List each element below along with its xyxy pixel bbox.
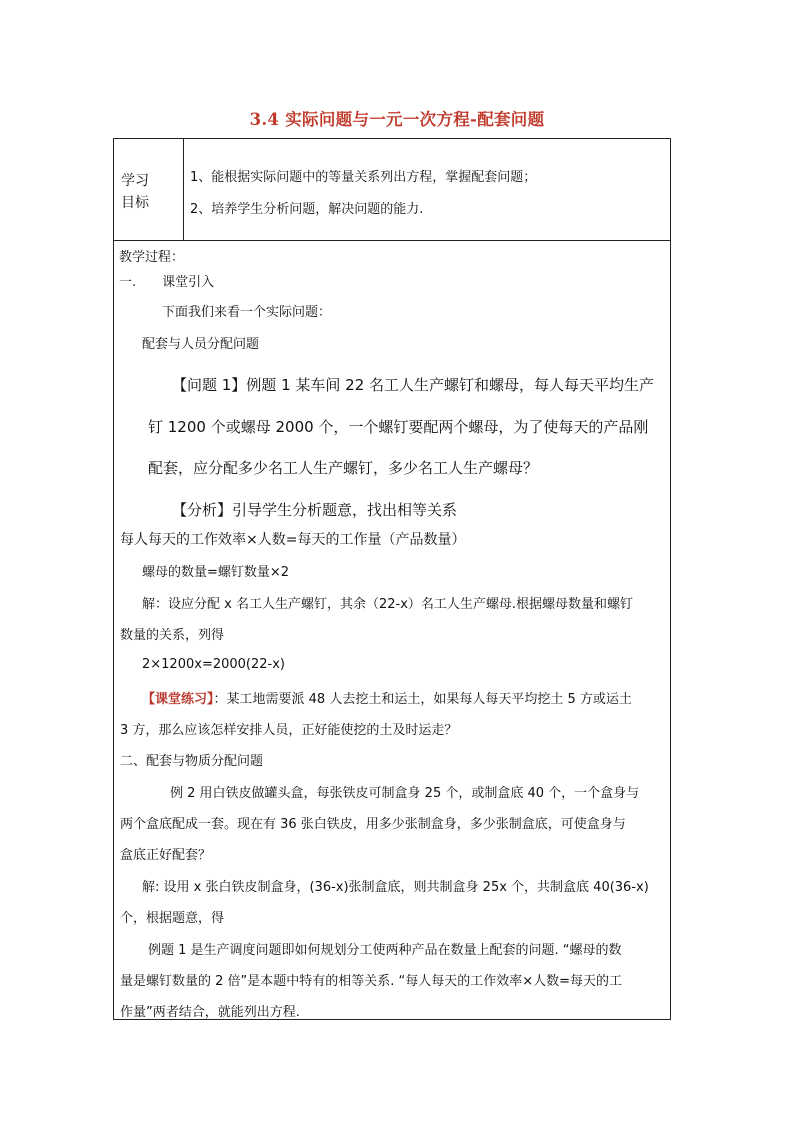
example2-line-3: 盒底正好配套？ (120, 848, 212, 863)
learning-goals-row (114, 139, 670, 241)
intro-text: 下面我们来看一个实际问题： (162, 305, 332, 320)
subtopic-1: 配套与人员分配问题 (142, 337, 260, 352)
equation: 2×1200x=2000(22-x) (142, 657, 285, 672)
practice-line-1 (142, 688, 632, 707)
goal-item-1: 1、能根据实际问题中的等量关系列出方程，掌握配套问题； (190, 170, 537, 185)
teaching-process-cell (114, 241, 670, 1019)
summary-line-3: 作量”两者结合，就能列出方程. (120, 1005, 300, 1019)
example2-line-2: 两个盒底配成一套。现在有 36 张白铁皮，用多少张制盒身，多少张制盒底，可使盒身与 (120, 817, 626, 832)
analysis-text: 【分析】引导学生分析题意，找出相等关系 (172, 501, 458, 519)
goal-item-2: 2、培养学生分析问题，解决问题的能力. (190, 202, 424, 217)
practice-line-2: 3 方，那么应该怎样安排人员，正好能使挖的土及时运走？ (120, 723, 458, 738)
solution-line-1: 解：设应分配 x 名工人生产螺钉，其余（22-x）名工人生产螺母.根据螺母数量和螺钉 (142, 597, 634, 612)
relation-1: 每人每天的工作效率×人数=每天的工作量（产品数量） (120, 532, 466, 548)
document-title: 3.4 实际问题与一元一次方程-配套问题 (249, 110, 545, 129)
goals-label-line2: 目标 (121, 195, 149, 211)
practice-text: ：某工地需要派 48 人去挖土和运土，如果每人每天平均挖土 5 方或运土 (213, 692, 632, 707)
solution2-line-1: 解: 设用 x 张白铁皮制盒身，(36-x)张制盒底，则共制盒身 25x 个，共制盒底 40(36-x) (142, 880, 649, 895)
summary-line-1: 例题 1 是生产调度问题即如何规划分工使两种产品在数量上配套的问题. “螺母的数 (148, 943, 622, 958)
relation-2: 螺母的数量=螺钉数量×2 (142, 565, 290, 580)
section2-heading: 二、配套与物质分配问题 (120, 754, 264, 769)
section1-heading: 一. 课堂引入 (119, 275, 215, 290)
problem-line-3: 配套，应分配多少名工人生产螺钉，多少名工人生产螺母？ (148, 459, 539, 477)
lesson-table (113, 138, 671, 1020)
solution-line-2: 数量的关系，列得 (120, 628, 225, 643)
summary-line-2: 量是螺钉数量的 2 倍”是本题中特有的相等关系. “每人每天的工作效率×人数=每天的工 (120, 974, 623, 989)
solution2-line-2: 个，根据题意，得 (120, 911, 225, 926)
process-heading: 教学过程： (119, 250, 185, 265)
problem-line-1: 【问题 1】例题 1 某车间 22 名工人生产螺钉和螺母，每人每天平均生产 (172, 376, 655, 394)
practice-label: 【课堂练习】 (142, 692, 214, 707)
problem-line-2: 钉 1200 个或螺母 2000 个，一个螺钉要配两个螺母，为了使每天的产品刚 (148, 418, 649, 436)
goals-label-line1: 学习 (121, 173, 149, 189)
example2-line-1: 例 2 用白铁皮做罐头盒，每张铁皮可制盒身 25 个，或制盒底 40 个，一个盒身与 (170, 786, 640, 801)
learning-goals-label-cell (114, 139, 184, 240)
